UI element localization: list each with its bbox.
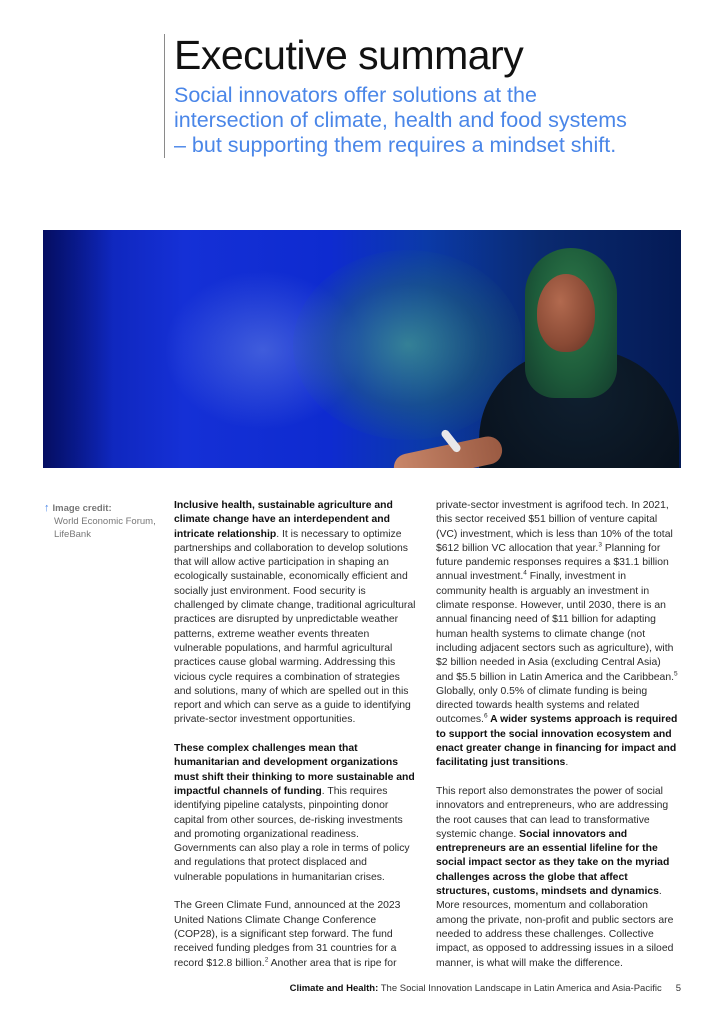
image-credit — [44, 502, 162, 541]
speaker-face — [537, 274, 595, 352]
paragraph — [174, 742, 417, 885]
body-text: Globally, only 0.5% of climate funding is being directed towards health systems and related outcomes. — [436, 685, 648, 726]
body-text: . It is necessary to optimize partnerships and collaboration to develop solutions that will allow active participation in shaping an ecologically sustainable, economically efficient and socially just environment. Food security is challenged by climate change, traditional agricultural practices are disrupted by unpredictable weather patterns, extreme weather events threaten vulnerable populations, and harmful agricultural practices cause global warming. Addressing this vicious cycle requires a combination of strategies and solutions, many of which are spelled out in this report and which can serve as a guide to identifying private-sector investment opportunities. — [174, 528, 416, 726]
body-text: private-sector investment is agrifood tech. In 2021, this sector received $51 billion of venture capital (VC) investment, which is less than 10% of the total $612 billion VC allocation that year. — [436, 500, 673, 554]
photo-shadow — [43, 230, 113, 468]
paragraph — [174, 499, 417, 728]
paragraph — [436, 785, 679, 971]
footnote-ref[interactable]: 2 — [264, 956, 269, 964]
image-credit-label: Image credit: — [52, 503, 112, 514]
text-column-right — [436, 499, 679, 985]
body-text: Finally, investment in community health is arguably an investment in climate response. However, until 2030, there is an annual financing need of $11 billion for adapting human health systems to climate change (not including adjacent sectors such as agriculture), with $2 billion needed in Asia (excluding Central Asia) and $5.5 billion in Latin America and the Caribbean. — [436, 571, 674, 683]
footnote-ref[interactable]: 6 — [483, 712, 488, 720]
footer-report-title-bold: Climate and Health: — [289, 983, 379, 994]
body-text: . More resources, momentum and collaboration among the private, non-profit and public sectors are needed to address these challenges. Collective impact, as opposed to addressing issues in a siloed manner, is what will make the difference. — [436, 886, 674, 969]
body-text: Another area that is ripe for — [268, 957, 397, 969]
page-subtitle: Social innovators offer solutions at the intersection of climate, health and food systems – but supporting them requires a mindset shift. — [174, 83, 627, 157]
bold-text: Social innovators and entrepreneurs are an essential lifeline for the social impact sector as they take on the myriad challenges across the globe that affect structures, customs, mindsets and dynamics — [436, 828, 670, 898]
hero-photo — [43, 230, 681, 468]
body-text: . — [565, 757, 569, 769]
page-title: Executive summary — [174, 32, 524, 78]
image-credit-source: World Economic Forum, — [54, 516, 156, 527]
body-text: Planning for future pandemic responses requires a $31.1 billion annual investment. — [436, 542, 669, 583]
bold-text: Inclusive health, sustainable agriculture and climate change have an interdependent and intricate relationship — [174, 500, 393, 540]
arrow-up-icon: ↑ — [44, 502, 50, 514]
bold-text: A wider systems approach is required to support the social innovation ecosystem and enact greater change in financing for impact and facilitating just transitions — [436, 714, 678, 769]
paragraph — [436, 499, 679, 771]
footer-report-title: The Social Innovation Landscape in Latin America and Asia-Pacific — [378, 983, 662, 994]
footnote-ref[interactable]: 5 — [674, 670, 678, 678]
page-header — [164, 34, 694, 158]
footnote-ref[interactable]: 4 — [523, 570, 527, 578]
paragraph — [174, 899, 417, 970]
page-footer — [0, 983, 681, 994]
bold-text: These complex challenges mean that humanitarian and development organizations must shift their thinking to more sustainable and impactful channels of funding — [174, 743, 415, 797]
footnote-ref[interactable]: 3 — [598, 541, 602, 549]
body-text: The Green Climate Fund, announced at the 2023 United Nations Climate Change Conference (COP28), is a significant step forward. The fund received funding pledges from 31 countries for a record $12.8 billion. — [174, 900, 401, 969]
page-number: 5 — [675, 983, 681, 994]
body-text: This report also demonstrates the power of social innovators and entrepreneurs, who are addressing the root causes that can lead to transformative systemic change. — [436, 785, 669, 840]
body-text: . This requires identifying pipeline catalysts, pinpointing donor capital from other sources, de-risking investments and promoting organizational readiness. Governments can also play a role in terms of policy and regulations that protect displaced and vulnerable populations in humanitarian crises. — [174, 785, 410, 883]
image-credit-source: LifeBank — [54, 529, 91, 540]
text-column-left — [174, 499, 417, 985]
